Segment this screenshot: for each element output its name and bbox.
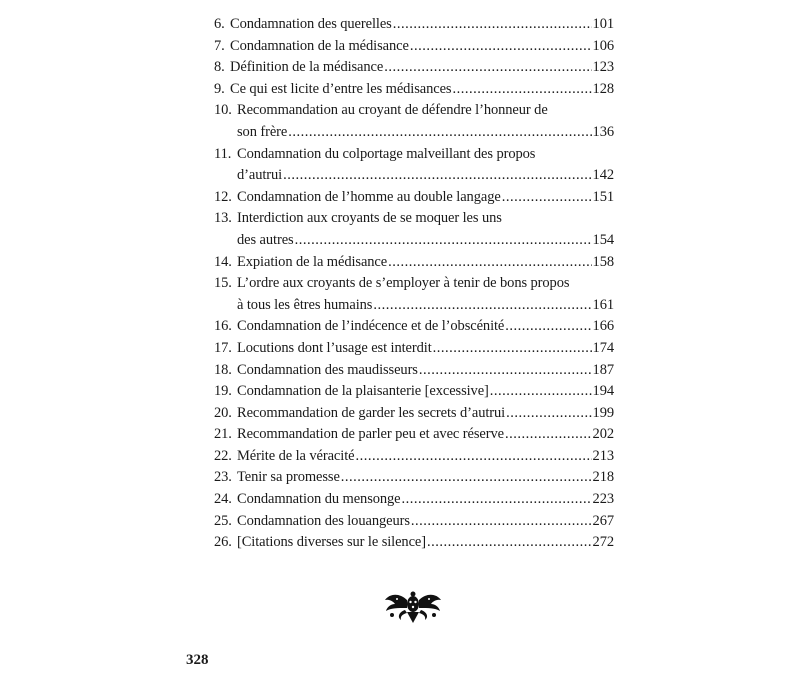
dot-leader [490,381,592,403]
toc-entry-number: 23. [214,469,232,486]
toc-entry [214,403,614,425]
toc-entry [214,467,614,489]
toc-entry-number: 6. [214,16,225,32]
toc-entry-title: Expiation de la médisance [237,253,388,270]
toc-entry [214,57,614,79]
toc-entry-number: 22. [214,447,232,464]
toc-entry-number: 20. [214,404,232,421]
toc-entry [214,489,614,511]
toc-entry-number: 19. [214,383,232,400]
toc-entry-number: 18. [214,361,232,378]
toc-entry [214,36,614,58]
toc-entry-line [214,338,614,360]
toc-entry-page: 166 [592,318,614,335]
toc-entry-page: 158 [592,253,614,270]
toc-entry-title: Condamnation du mensonge [237,491,401,508]
toc-entry-page: 218 [592,469,614,486]
toc-entry-page: 136 [592,123,614,140]
toc-entry-title: Condamnation de la médisance [230,37,409,54]
toc-entry-title: son frère [237,123,288,140]
toc-entry-title: Condamnation des louangeurs [237,512,410,529]
toc-entry-continuation [214,230,614,252]
toc-entry-title: Recommandation de parler peu et avec réserve [237,426,504,443]
toc-entry-line [214,446,614,468]
toc-entry-page: 123 [592,59,614,76]
toc-entry [214,252,614,274]
dot-leader [384,57,591,79]
toc-entry-line [214,208,614,230]
toc-entry-page: 161 [592,296,614,313]
toc-entry-title: Ce qui est licite d’entre les médisances [230,80,452,97]
dot-leader [373,295,591,317]
toc-entry [214,273,614,316]
toc-entry-page: 194 [592,383,614,400]
toc-entry-title: Locutions dont l’usage est interdit [237,339,432,356]
toc-entry-page: 187 [592,361,614,378]
dot-leader [505,424,592,446]
toc-entry-title: Tenir sa promesse [237,469,340,486]
toc-entry [214,511,614,533]
dot-leader [341,467,592,489]
toc-entry-line [214,187,614,209]
toc-entry-page: 202 [592,426,614,443]
toc-entry-line [214,532,614,554]
dot-leader [502,187,592,209]
toc-entry-title: Recommandation de garder les secrets d’autrui [237,404,506,421]
dot-leader [505,316,591,338]
toc-entry-continuation [214,165,614,187]
toc-entry-line [214,511,614,533]
toc-entry [214,446,614,468]
toc-entry-number: 12. [214,188,232,205]
toc-entry [214,187,614,209]
toc-entry-number: 14. [214,253,232,270]
toc-entry-page: 174 [592,339,614,356]
toc-entry-number: 15. [214,275,232,292]
dot-leader [283,165,591,187]
toc-entry-title: Recommandation au croyant de défendre l’honneur de [237,102,548,119]
toc-entry-line [214,381,614,403]
toc-entry-line [214,36,614,58]
toc-entry-line [214,14,614,36]
toc-entry-line [214,144,614,166]
toc-entry-line [214,424,614,446]
toc-entry-title: des autres [237,231,294,248]
toc-entry-page: 199 [592,404,614,421]
toc-entry-line [214,273,614,295]
toc-entry-line [214,252,614,274]
dot-leader [410,36,592,58]
toc-entry [214,208,614,251]
toc-entry [214,79,614,101]
toc-entry [214,424,614,446]
dot-leader [427,532,592,554]
toc-entry-line [214,467,614,489]
toc-entry-page: 151 [592,188,614,205]
toc-entry-line [214,403,614,425]
toc-entry-number: 25. [214,512,232,529]
toc-entry-line [214,57,614,79]
toc-entry [214,100,614,143]
toc-entry-title: Condamnation du colportage malveillant des propos [237,145,536,162]
toc-entry-line [214,100,614,122]
toc-entry-title: d’autrui [237,167,283,184]
dot-leader [411,511,592,533]
toc-entry-number: 21. [214,426,232,443]
toc-entry-title: Condamnation des querelles [230,16,392,32]
toc-entry-page: 154 [592,231,614,248]
toc-entry-page: 223 [592,491,614,508]
dot-leader [506,403,591,425]
toc-entry-number: 17. [214,339,232,356]
toc-entry-number: 8. [214,59,225,76]
toc-entry-line [214,360,614,382]
toc-entry-line [214,79,614,101]
toc-entry-title: Condamnation de l’indécence et de l’obscénité [237,318,505,335]
toc-entry-page: 213 [592,447,614,464]
table-of-contents [214,14,614,554]
toc-entry-title: à tous les êtres humains [237,296,373,313]
dot-leader [402,489,592,511]
toc-entry [214,144,614,187]
toc-entry-page: 128 [592,80,614,97]
toc-entry-number: 16. [214,318,232,335]
toc-entry-number: 26. [214,534,232,551]
toc-entry-page: 267 [592,512,614,529]
toc-entry [214,14,614,36]
dot-leader [355,446,591,468]
toc-entry-line [214,489,614,511]
toc-entry [214,532,614,554]
toc-entry-title: L’ordre aux croyants de s’employer à tenir de bons propos [237,275,570,292]
toc-entry [214,316,614,338]
dot-leader [393,14,592,36]
toc-entry-title: Interdiction aux croyants de se moquer les uns [237,210,502,227]
toc-entry-title: Condamnation de la plaisanterie [excessive] [237,383,489,400]
toc-entry [214,360,614,382]
toc-entry-page: 142 [592,167,614,184]
dot-leader [419,360,592,382]
toc-entry [214,338,614,360]
dot-leader [388,252,591,274]
dot-leader [452,79,591,101]
toc-entry-page: 101 [592,16,614,32]
dot-leader [295,230,592,252]
toc-entry-number: 24. [214,491,232,508]
toc-entry-title: Définition de la médisance [230,59,384,76]
toc-entry-number: 10. [214,102,232,119]
toc-entry-title: Condamnation des maudisseurs [237,361,418,378]
toc-entry-number: 11. [214,145,232,162]
toc-entry [214,381,614,403]
dot-leader [433,338,592,360]
toc-entry-number: 7. [214,37,225,54]
toc-entry-title: Mérite de la véracité [237,447,355,464]
toc-entry-title: [Citations diverses sur le silence] [237,534,426,551]
toc-entry-number: 13. [214,210,232,227]
toc-entry-title: Condamnation de l’homme au double langage [237,188,501,205]
toc-entry-continuation [214,122,614,144]
toc-entry-page: 106 [592,37,614,54]
page-number: 328 [186,652,209,668]
dot-leader [288,122,591,144]
floral-ornament-icon [383,590,443,624]
toc-entry-continuation [214,295,614,317]
toc-entry-page: 272 [592,534,614,551]
toc-entry-number: 9. [214,80,225,97]
toc-entry-line [214,316,614,338]
